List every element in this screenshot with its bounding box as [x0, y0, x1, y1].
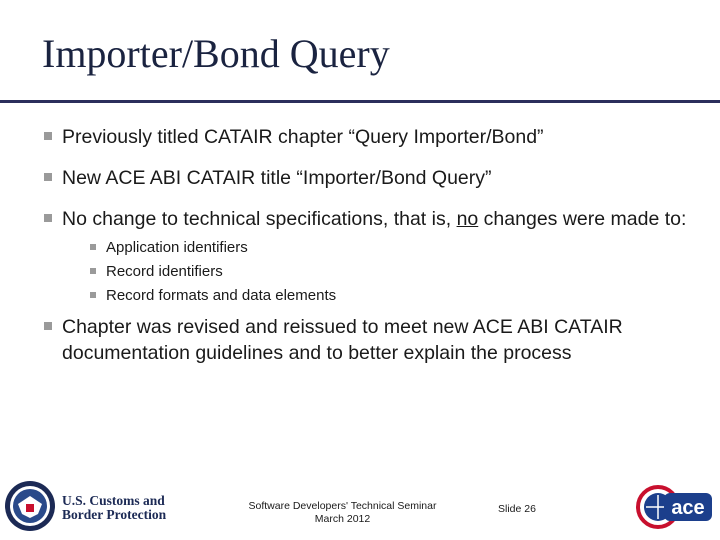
title-divider: [0, 100, 720, 103]
bullet-text: Chapter was revised and reissued to meet new ACE ABI CATAIR documentation guidelines and to better explain the process: [62, 316, 623, 364]
ace-logo-text: ace: [671, 497, 705, 519]
bullet-item: [44, 206, 694, 306]
bullet-item: [44, 314, 694, 366]
bullet-square-icon: [90, 292, 96, 298]
sub-bullet-list: [62, 238, 694, 306]
bullet-square-icon: [44, 322, 52, 330]
bullet-item: [44, 165, 694, 191]
bullet-square-icon: [44, 214, 52, 222]
bullet-square-icon: [44, 132, 52, 140]
cbp-logo: [4, 480, 184, 532]
ace-logo: [636, 483, 716, 531]
bullet-text: New ACE ABI CATAIR title “Importer/Bond Query”: [62, 167, 492, 189]
bullet-text: No change to technical specifications, that is, no changes were made to:: [62, 208, 687, 230]
slide-title: Importer/Bond Query: [42, 31, 390, 76]
sub-bullet-item: Record formats and data elements: [62, 286, 694, 306]
seminar-footer: Software Developers' Technical Seminar March 2012: [248, 500, 437, 525]
sub-bullet-item: Record identifiers: [62, 262, 694, 282]
dhs-seal-icon: [4, 480, 56, 532]
slide-number: Slide 26: [498, 503, 536, 515]
underlined-word: no: [456, 208, 479, 230]
bullet-square-icon: [90, 268, 96, 274]
bullet-square-icon: [44, 173, 52, 181]
sub-bullet-item: Application identifiers: [62, 238, 694, 258]
bullet-text: Previously titled CATAIR chapter “Query Importer/Bond”: [62, 126, 544, 148]
bullet-item: [44, 124, 694, 150]
bullet-square-icon: [90, 244, 96, 250]
bullet-list: [44, 124, 694, 381]
cbp-wordmark: U.S. Customs and Border Protection: [62, 493, 167, 522]
